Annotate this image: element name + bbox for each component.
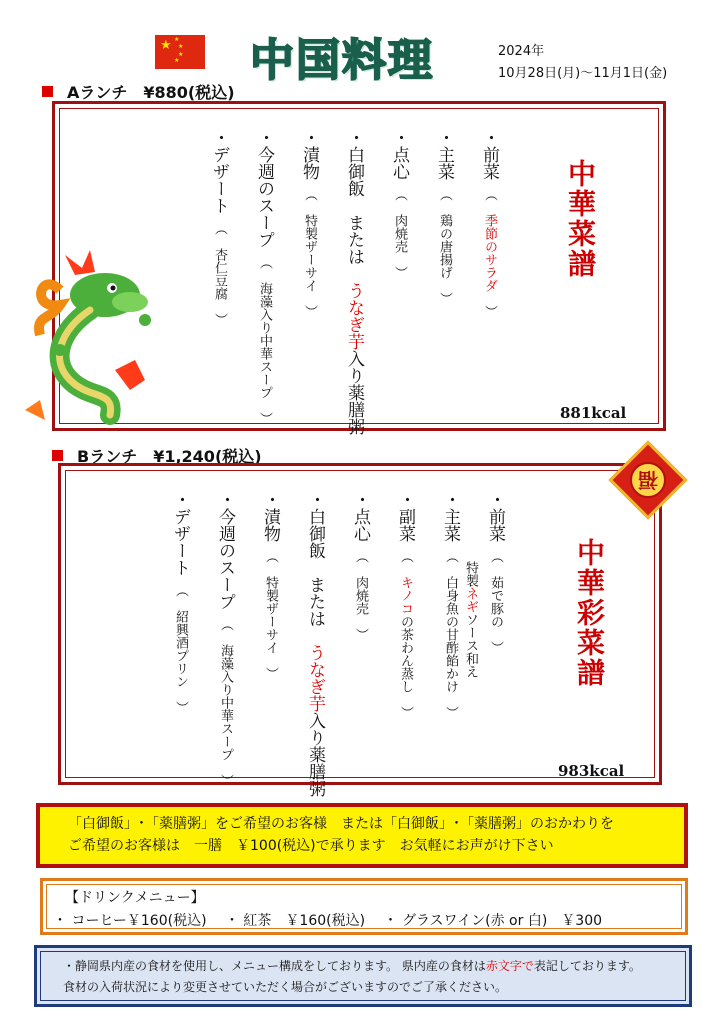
menu-item-detail: （ 海藻入り中華スープ ） — [218, 618, 233, 787]
menu-item-label-tail: 入り薬膳粥 — [305, 712, 325, 797]
menu-item-detail: （ 紹興酒プリン ） — [173, 584, 188, 714]
menu-item-detail: （ 海藻入り中華スープ ） — [257, 256, 272, 425]
ingredient-info-box — [34, 945, 692, 1007]
menu-item-highlight: うなぎ芋 — [344, 282, 364, 350]
lunch-a-kcal: 881kcal — [560, 404, 627, 422]
menu-item-label: ・デザート — [209, 129, 229, 214]
menu-item-label: ・点心 — [389, 129, 409, 180]
lunch-b-item — [396, 491, 413, 719]
menu-item-label: ・漬物 — [299, 129, 319, 180]
lunch-b-item — [306, 491, 323, 797]
page-title: 中国料理 — [250, 35, 434, 86]
menu-item-label: ・今週のスープ — [215, 491, 235, 610]
fu-lucky-badge-icon — [609, 441, 687, 519]
menu-item-label: ・前菜 — [485, 491, 505, 542]
menu-item-label: ・デザート — [170, 491, 190, 576]
menu-item-label: ・今週のスープ — [254, 129, 274, 248]
menu-item-detail: （ 肉焼売 ） — [392, 188, 407, 279]
menu-item-label: ・漬物 — [260, 491, 280, 542]
menu-item-label: ・主菜 — [440, 491, 460, 542]
info-line-2: 食材の入荷状況により変更させていただく場合がございますのでご了承ください。 — [63, 980, 508, 994]
menu-item-label: ・前菜 — [479, 129, 499, 180]
lunch-b-item — [351, 491, 368, 641]
menu-item-detail: （ 特製ザーサイ ） — [302, 188, 317, 318]
info-line-1: ・静岡県内産の食材を使用し、メニュー構成をしております。 県内産の食材は赤文字で表記しております。 — [63, 959, 641, 973]
lunch-a-item — [210, 129, 227, 326]
menu-item-detail: （ 杏仁豆腐 ） — [212, 222, 227, 326]
year-label: 2024年 — [498, 44, 545, 59]
lunch-a-heading: Aランチ ¥880(税込) — [42, 80, 235, 103]
menu-item-detail: （ 特製ザーサイ ） — [263, 550, 278, 680]
dragon-icon — [20, 250, 155, 425]
china-flag-icon: ★ ★ ★ ★ ★ — [155, 35, 205, 69]
lunch-b-heading: Bランチ ¥1,240(税込) — [52, 444, 262, 467]
lunch-a-item — [300, 129, 317, 318]
menu-item-detail: （ 鶏の唐揚げ ） — [437, 188, 452, 305]
rice-refill-notice — [36, 803, 688, 868]
fu-character: 福 — [638, 468, 658, 492]
menu-item-detail: （ キノコの茶わん蒸し ） — [398, 550, 413, 719]
bullet-square-icon — [42, 86, 53, 97]
lunch-b-menu-title: 中華彩菜譜 — [573, 538, 606, 688]
period-label: 10月28日(月)～11月1日(金) — [498, 66, 668, 81]
bullet-square-icon — [52, 450, 63, 461]
lunch-a-menu-title: 中華菜譜 — [564, 159, 597, 279]
notice-line-2: ご希望のお客様は 一膳 ￥100(税込)で承ります お気軽にお声がけ下さい — [68, 838, 554, 854]
menu-item-label: ・副菜 — [395, 491, 415, 542]
lunch-b-kcal: 983kcal — [558, 762, 625, 780]
menu-item-detail: （ 茹で豚の ） — [488, 550, 503, 654]
menu-item-highlight: うなぎ芋 — [305, 644, 325, 712]
menu-item-detail: （ 季節のサラダ ） — [482, 188, 497, 318]
lunch-b-item — [463, 491, 505, 678]
lunch-b-menu-box — [58, 463, 662, 797]
lunch-b-item — [216, 491, 233, 787]
menu-item-detail: （ 白身魚の甘酢餡かけ ） — [443, 550, 458, 719]
menu-item-detail-line2: 特製ネギソース和え — [463, 561, 478, 678]
drink-menu-title: 【ドリンクメニュー】 — [65, 890, 205, 906]
notice-line-1: 「白御飯」･「薬膳粥」をご希望のお客様 または「白御飯」･「薬膳粥」のおかわりを — [68, 816, 614, 832]
lunch-a-item — [390, 129, 407, 279]
menu-item-label: ・主菜 — [434, 129, 454, 180]
menu-item-label-tail: 入り薬膳粥 — [344, 350, 364, 435]
lunch-a-item — [480, 129, 497, 318]
drink-menu-line: ・ コーヒー￥160(税込) ・ 紅茶 ￥160(税込) ・ グラスワイン(赤 or 白) ￥300 — [53, 913, 603, 929]
menu-item-label: ・白御飯 または — [344, 129, 364, 282]
drink-menu-box — [40, 878, 688, 935]
lunch-a-item — [345, 129, 362, 435]
lunch-a-item — [255, 129, 272, 425]
menu-item-detail: （ 肉焼売 ） — [353, 550, 368, 641]
menu-item-label: ・白御飯 または — [305, 491, 325, 644]
lunch-b-item — [171, 491, 188, 714]
lunch-a-item — [435, 129, 452, 305]
lunch-b-item — [261, 491, 278, 680]
menu-item-label: ・点心 — [350, 491, 370, 542]
lunch-b-item — [441, 491, 458, 719]
